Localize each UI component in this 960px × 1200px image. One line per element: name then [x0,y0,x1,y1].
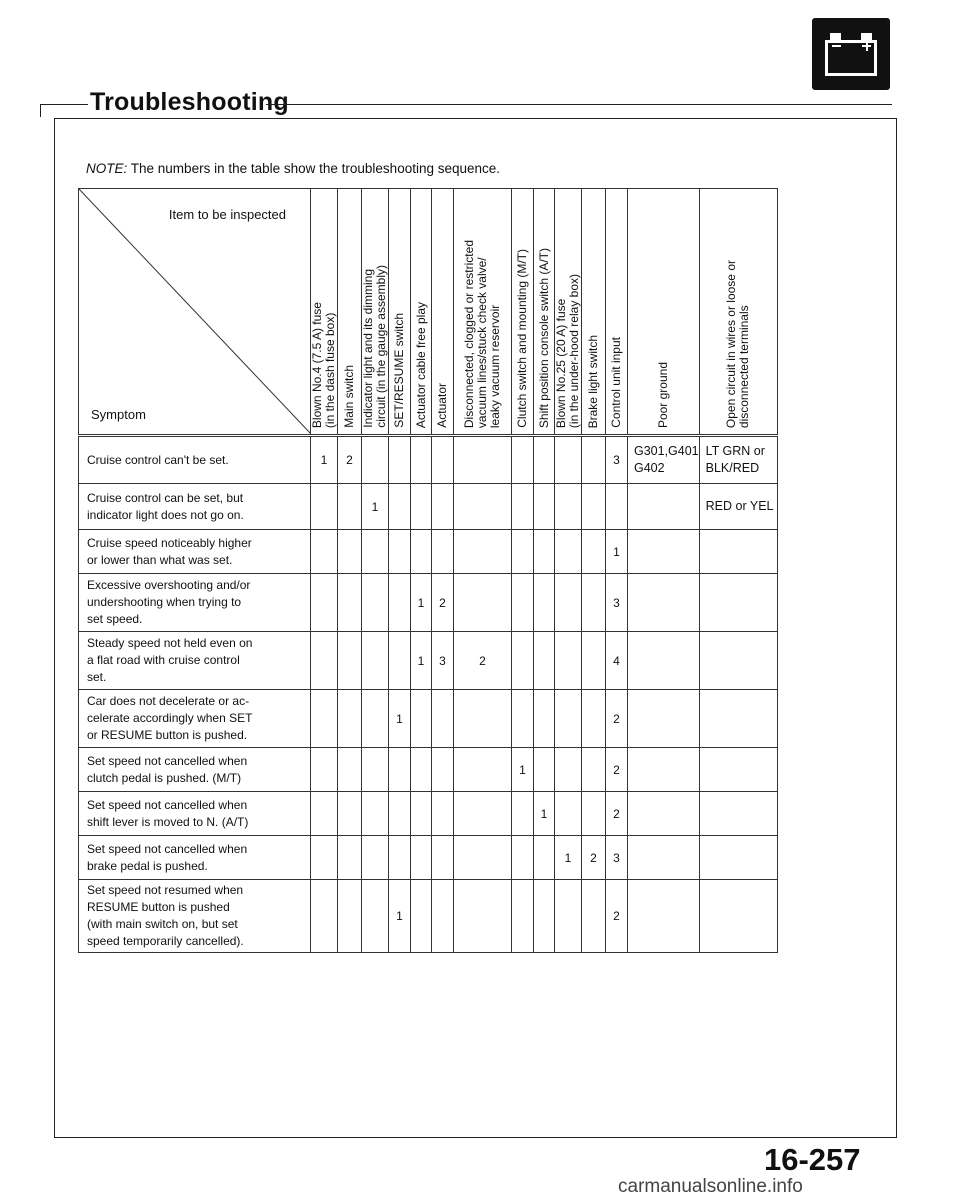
watermark: carmanualsonline.info [618,1176,803,1197]
sequence-cell [338,836,362,880]
sequence-cell [699,792,777,836]
symptom-line: speed temporarily cancelled). [87,934,244,948]
column-header-label [436,377,449,434]
sequence-cell [534,748,555,792]
column-header [606,189,628,436]
sequence-cell [432,880,454,953]
note-label: NOTE: [86,161,128,176]
sequence-cell [512,690,534,748]
sequence-cell [512,792,534,836]
sequence-cell [582,484,606,530]
column-header-line: SET/RESUME switch [392,313,406,428]
symptom-line: Excessive overshooting and/or [87,578,251,592]
sequence-cell [628,530,700,574]
sequence-cell [454,792,512,836]
column-header-line: Poor ground [655,361,670,428]
sequence-cell [582,748,606,792]
column-header-label [587,329,600,434]
symptom-cell [79,748,311,792]
sequence-cell: 4 [606,632,628,690]
sequence-cell [411,880,432,953]
sequence-cell [389,792,411,836]
table-row [79,792,778,836]
sequence-cell [311,632,338,690]
symptom-cell [79,530,311,574]
sequence-cell [338,880,362,953]
symptom-cell [79,792,311,836]
sequence-cell [389,836,411,880]
sequence-cell [534,574,555,632]
sequence-cell [338,574,362,632]
table-row [79,880,778,953]
symptom-line: Set speed not resumed when [87,883,244,897]
sequence-cell [411,530,432,574]
sequence-cell [454,574,512,632]
battery-icon [812,18,890,90]
column-header-label [657,356,670,434]
column-header [699,189,777,436]
sequence-cell: G301,G401 G402 [628,436,700,484]
column-header-line: Actuator cable free play [413,301,428,428]
column-header-label [516,243,529,434]
sequence-cell [555,574,582,632]
sequence-cell [411,836,432,880]
column-header-label [538,242,551,434]
symptom-line: Set speed not cancelled when [87,753,248,768]
sequence-cell [628,880,700,953]
symptom-line: indicator light does not go on. [87,507,244,522]
symptom-line: Car does not decelerate or ac- [87,694,250,708]
sequence-cell [411,748,432,792]
sequence-cell [534,880,555,953]
sequence-cell [628,690,700,748]
sequence-cell [512,632,534,690]
sequence-cell [411,484,432,530]
sequence-cell [432,748,454,792]
column-header-label [393,307,406,434]
sequence-cell [699,574,777,632]
column-header [432,189,454,436]
sequence-cell [534,530,555,574]
sequence-cell [534,484,555,530]
sequence-cell [389,530,411,574]
sequence-cell [311,690,338,748]
sequence-cell [628,574,700,632]
sequence-cell [338,530,362,574]
sequence-cell: 1 [389,880,411,953]
sequence-cell [454,836,512,880]
sequence-cell: 3 [606,836,628,880]
sequence-cell [311,530,338,574]
sequence-cell [512,880,534,953]
note [86,161,500,176]
sequence-cell [432,436,454,484]
sequence-cell [432,690,454,748]
sequence-cell [699,530,777,574]
sequence-cell: RED or YEL [699,484,777,530]
column-header [362,189,389,436]
sequence-cell: 1 [606,530,628,574]
sequence-cell: 2 [432,574,454,632]
column-header-line: Actuator [435,383,449,428]
table-body [79,436,778,953]
symptom-line: set speed. [87,612,143,626]
sequence-cell [699,748,777,792]
sequence-cell [454,436,512,484]
sequence-cell [389,484,411,530]
sequence-cell: 1 [534,792,555,836]
sequence-cell [362,632,389,690]
sequence-cell [555,632,582,690]
sequence-cell [512,574,534,632]
sequence-cell [362,690,389,748]
symptom-line: brake pedal is pushed. [87,858,208,873]
sequence-cell [582,792,606,836]
page-title: Troubleshooting [90,88,289,116]
sequence-cell [582,574,606,632]
sequence-cell: 2 [606,880,628,953]
sequence-cell: 3 [606,574,628,632]
column-header [534,189,555,436]
column-header-line: Indicator light and its dimming [361,269,375,428]
sequence-cell [628,484,700,530]
column-header-line: Blown No.4 (7.5 A) fuse [310,301,324,428]
symptom-line: undershooting when trying to [87,595,242,609]
sequence-cell [389,748,411,792]
column-header-line: disconnected terminals [737,305,752,428]
symptom-cell [79,574,311,632]
sequence-cell [512,836,534,880]
column-header-label [725,254,751,434]
sequence-cell [432,792,454,836]
symptom-label: Symptom [91,407,146,422]
column-header-label [362,259,388,434]
table-row [79,690,778,748]
column-header [628,189,700,436]
sequence-cell [311,484,338,530]
item-to-be-inspected-label: Item to be inspected [168,207,286,222]
column-header [582,189,606,436]
sequence-cell [432,530,454,574]
column-header [389,189,411,436]
sequence-cell: 1 [362,484,389,530]
column-header-line: (in the dash fuse box) [323,312,337,428]
corner-diagonal [79,189,311,434]
column-header-line: (in the under-hood relay box) [567,273,581,428]
sequence-cell [362,792,389,836]
sequence-cell [311,836,338,880]
sequence-cell [454,530,512,574]
sequence-cell [534,436,555,484]
sequence-cell [512,530,534,574]
sequence-cell [362,436,389,484]
sequence-cell [628,836,700,880]
column-header-line: Disconnected, clogged or restricted [462,239,476,428]
sequence-cell: 2 [454,632,512,690]
symptom-line: Cruise speed noticeably higher [87,535,252,550]
sequence-cell [582,880,606,953]
sequence-cell [555,530,582,574]
column-header-line: leaky vacuum reservoir [488,304,502,428]
table-row [79,574,778,632]
symptom-cell [79,880,311,953]
symptom-line: or lower than what was set. [87,552,233,567]
sequence-cell [432,484,454,530]
sequence-cell: 1 [411,632,432,690]
sequence-cell: 3 [606,436,628,484]
sequence-cell [389,574,411,632]
table-row [79,530,778,574]
column-header-label [415,296,428,434]
sequence-cell [338,690,362,748]
sequence-cell: 1 [555,836,582,880]
sequence-cell [311,748,338,792]
sequence-cell: 2 [338,436,362,484]
column-header-label [463,234,502,434]
symptom-line: Steady speed not held even on [87,636,253,650]
sequence-cell [389,436,411,484]
symptom-line: a flat road with cruise control [87,653,240,667]
sequence-cell [555,690,582,748]
column-header-line: Blown No.25 (20 A) fuse [554,298,568,428]
sequence-cell [582,436,606,484]
column-header-line: Brake light switch [586,334,600,428]
symptom-line: celerate accordingly when SET [87,711,253,725]
column-header [454,189,512,436]
sequence-cell [512,436,534,484]
sequence-cell [432,836,454,880]
sequence-cell [699,632,777,690]
sequence-cell: 1 [411,574,432,632]
column-header [411,189,432,436]
symptom-cell [79,484,311,530]
sequence-cell [555,792,582,836]
sequence-cell [362,748,389,792]
table-row [79,436,778,484]
symptom-line: shift lever is moved to N. (A/T) [87,814,249,829]
sequence-cell [454,484,512,530]
sequence-cell: 3 [432,632,454,690]
sequence-cell [628,792,700,836]
sequence-cell [534,836,555,880]
sequence-cell [311,574,338,632]
sequence-cell: 1 [311,436,338,484]
sequence-cell [512,484,534,530]
column-header [512,189,534,436]
column-header-line: Clutch switch and mounting (M/T) [515,249,529,428]
sequence-cell [699,836,777,880]
table-header-row [79,189,778,436]
column-header-line: circuit (in the gauge assembly) [374,265,388,428]
title-rule-left-tick [40,104,41,117]
sequence-cell [362,880,389,953]
table-corner-cell [79,189,311,436]
title-rule-right [266,104,892,105]
table-row [79,748,778,792]
sequence-cell [534,690,555,748]
column-header-line: vacuum lines/stuck check valve/ [475,257,489,428]
column-header-label [343,359,356,434]
symptom-cell [79,632,311,690]
symptom-cell [79,836,311,880]
sequence-cell [338,484,362,530]
sequence-cell [582,690,606,748]
sequence-cell: 2 [606,748,628,792]
sequence-cell [338,632,362,690]
symptom-line: (with main switch on, but set [87,917,238,931]
sequence-cell [454,880,512,953]
sequence-cell: LT GRN or BLK/RED [699,436,777,484]
sequence-cell: 2 [606,792,628,836]
symptom-line: RESUME button is pushed [87,900,230,914]
sequence-cell [582,632,606,690]
sequence-cell [555,436,582,484]
symptom-line: set. [87,670,107,684]
sequence-cell [454,690,512,748]
sequence-cell [362,574,389,632]
sequence-cell [699,690,777,748]
column-header [311,189,338,436]
sequence-cell [555,880,582,953]
column-header-label [311,296,337,434]
symptom-line: Set speed not cancelled when [87,841,248,856]
sequence-cell [362,836,389,880]
column-header-label [555,268,581,434]
sequence-cell [411,690,432,748]
sequence-cell [411,792,432,836]
sequence-cell [606,484,628,530]
sequence-cell: 1 [512,748,534,792]
title-rule-left [40,104,88,105]
sequence-cell [338,748,362,792]
symptom-line: Cruise control can't be set. [87,452,229,467]
column-header [338,189,362,436]
table-row [79,632,778,690]
sequence-cell [534,632,555,690]
symptom-line: Cruise control can be set, but [87,490,244,505]
sequence-cell [311,880,338,953]
column-header-label [610,331,623,434]
note-text: The numbers in the table show the troubleshooting sequence. [130,161,501,176]
column-header-line: Control unit input [609,337,623,428]
sequence-cell [311,792,338,836]
table-row [79,836,778,880]
troubleshooting-table [78,188,778,953]
column-header-line: Shift position console switch (A/T) [536,247,551,428]
sequence-cell [582,530,606,574]
symptom-line: clutch pedal is pushed. (M/T) [87,770,242,785]
column-header-line: Open circuit in wires or loose or [724,259,739,428]
column-header-line: Main switch [342,365,356,428]
symptom-line: or RESUME button is pushed. [87,728,248,742]
column-header [555,189,582,436]
page-number: 16-257 [764,1142,861,1177]
sequence-cell [362,530,389,574]
table-row [79,484,778,530]
sequence-cell [338,792,362,836]
symptom-cell [79,690,311,748]
sequence-cell: 1 [389,690,411,748]
sequence-cell [389,632,411,690]
sequence-cell [555,484,582,530]
sequence-cell [411,436,432,484]
sequence-cell: 2 [606,690,628,748]
sequence-cell [699,880,777,953]
sequence-cell [555,748,582,792]
sequence-cell [628,748,700,792]
symptom-cell [79,436,311,484]
sequence-cell: 2 [582,836,606,880]
sequence-cell [628,632,700,690]
sequence-cell [454,748,512,792]
symptom-line: Set speed not cancelled when [87,797,248,812]
